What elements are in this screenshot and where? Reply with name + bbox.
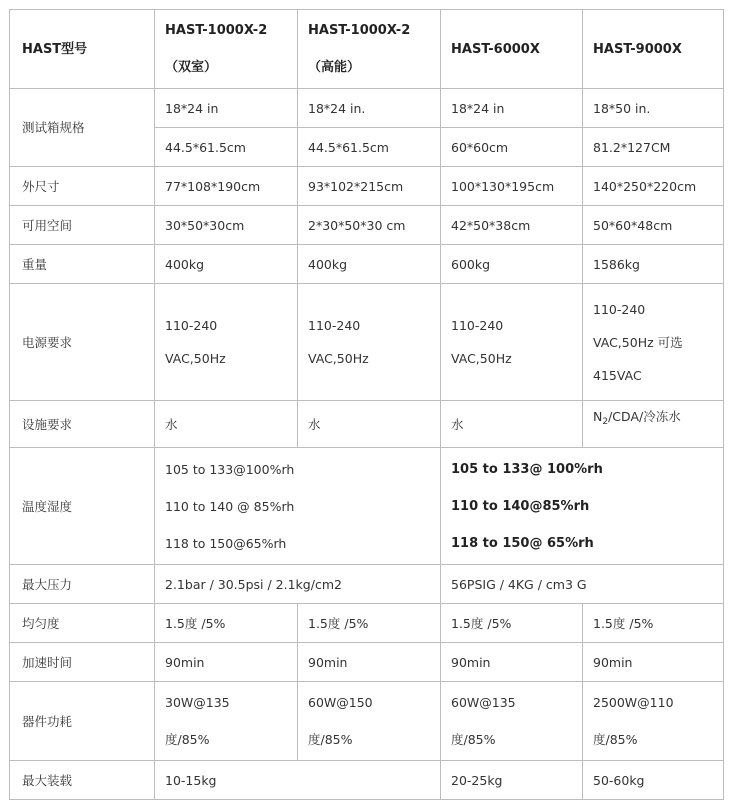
row-label-facility: 设施要求 xyxy=(10,401,155,448)
model-header-6000x: HAST-6000X xyxy=(441,10,583,89)
table-cell: 400kg xyxy=(155,245,298,284)
table-cell: 93*102*215cm xyxy=(298,167,441,206)
cell-line: 度/85% xyxy=(165,732,210,747)
cell-line: 110-240 xyxy=(451,318,504,333)
table-cell: 90min xyxy=(441,643,583,682)
table-cell xyxy=(155,682,298,761)
cell-line: 110-240 xyxy=(308,318,361,333)
model-variant: （双室） xyxy=(165,60,218,75)
cell-line: VAC,50Hz 可选 xyxy=(593,334,683,350)
table-cell: 水 xyxy=(298,401,441,448)
cell-line: 2500W@110 xyxy=(593,695,674,710)
table-cell: 77*108*190cm xyxy=(155,167,298,206)
table-cell: 18*24 in xyxy=(155,89,298,128)
table-cell: 81.2*127CM xyxy=(583,128,724,167)
table-cell xyxy=(298,284,441,401)
table-cell: 50-60kg xyxy=(583,761,724,800)
table-cell: 1.5度 /5% xyxy=(441,604,583,643)
table-cell xyxy=(583,401,724,448)
cell-line: 60W@150 xyxy=(308,695,373,710)
table-cell: 18*24 in. xyxy=(298,89,441,128)
row-label-outer: 外尺寸 xyxy=(10,167,155,206)
row-label-load: 最大装载 xyxy=(10,761,155,800)
cell-line: 度/85% xyxy=(308,732,353,747)
model-label: HAST型号 xyxy=(10,10,155,89)
table-cell: 140*250*220cm xyxy=(583,167,724,206)
row-label-chamber: 测试箱规格 xyxy=(10,89,155,167)
table-cell: 10-15kg xyxy=(155,761,441,800)
cell-line: 度/85% xyxy=(451,732,496,747)
outer-dimensions-row xyxy=(10,167,724,206)
cell-text: /CDA/冷冻水 xyxy=(608,409,681,424)
table-cell: 600kg xyxy=(441,245,583,284)
table-cell: 44.5*61.5cm xyxy=(155,128,298,167)
table-cell: 100*130*195cm xyxy=(441,167,583,206)
model-header-9000x: HAST-9000X xyxy=(583,10,724,89)
table-cell xyxy=(155,284,298,401)
cell-line: 105 to 133@ 100%rh xyxy=(451,461,603,477)
cell-line: 105 to 133@100%rh xyxy=(165,461,295,477)
table-cell: 44.5*61.5cm xyxy=(298,128,441,167)
table-cell xyxy=(155,448,441,565)
table-cell: 90min xyxy=(583,643,724,682)
facility-row xyxy=(10,401,724,448)
table-cell xyxy=(441,448,724,565)
cell-line: 110 to 140@85%rh xyxy=(451,498,590,514)
table-cell: 水 xyxy=(155,401,298,448)
model-variant: （高能） xyxy=(308,60,361,75)
cell-line: 110 to 140 @ 85%rh xyxy=(165,498,295,514)
cell-line: VAC,50Hz xyxy=(451,351,512,366)
cell-line: 110-240 xyxy=(165,318,218,333)
table-cell xyxy=(298,682,441,761)
subscript: 2 xyxy=(602,417,609,427)
table-cell: 20-25kg xyxy=(441,761,583,800)
table-cell: 2*30*50*30 cm xyxy=(298,206,441,245)
dissipation-row xyxy=(10,682,724,761)
table-cell: 1.5度 /5% xyxy=(298,604,441,643)
model-name: HAST-1000X-2 xyxy=(308,23,411,38)
weight-row xyxy=(10,245,724,284)
cell-line: 415VAC xyxy=(593,367,642,383)
row-label-ramp: 加速时间 xyxy=(10,643,155,682)
temp-humidity-row xyxy=(10,448,724,565)
cell-text: N xyxy=(593,409,603,424)
usable-space-row xyxy=(10,206,724,245)
cell-line: VAC,50Hz xyxy=(308,351,369,366)
table-cell xyxy=(583,284,724,401)
row-label-temp: 温度湿度 xyxy=(10,448,155,565)
table-cell: 1.5度 /5% xyxy=(155,604,298,643)
cell-line: VAC,50Hz xyxy=(165,351,226,366)
cell-line: 110-240 xyxy=(593,301,646,317)
model-header-1000x-2-high xyxy=(298,10,441,89)
table-cell: 1586kg xyxy=(583,245,724,284)
row-label-power: 电源要求 xyxy=(10,284,155,401)
row-label-pressure: 最大压力 xyxy=(10,565,155,604)
table-cell: 18*50 in. xyxy=(583,89,724,128)
chamber-row-in xyxy=(10,89,724,128)
table-cell: 2.1bar / 30.5psi / 2.1kg/cm2 xyxy=(155,565,441,604)
pressure-row xyxy=(10,565,724,604)
table-cell: 18*24 in xyxy=(441,89,583,128)
spec-table-container xyxy=(9,9,724,800)
hast-spec-table xyxy=(9,9,724,800)
uniformity-row xyxy=(10,604,724,643)
table-cell: 90min xyxy=(298,643,441,682)
row-label-dissipation: 器件功耗 xyxy=(10,682,155,761)
table-cell: 400kg xyxy=(298,245,441,284)
ramp-time-row xyxy=(10,643,724,682)
table-cell: 30*50*30cm xyxy=(155,206,298,245)
table-cell xyxy=(583,682,724,761)
cell-line: 118 to 150@ 65%rh xyxy=(451,535,594,551)
table-cell: 50*60*48cm xyxy=(583,206,724,245)
power-row xyxy=(10,284,724,401)
table-cell: 水 xyxy=(441,401,583,448)
table-cell: 60*60cm xyxy=(441,128,583,167)
max-load-row xyxy=(10,761,724,800)
row-label-weight: 重量 xyxy=(10,245,155,284)
model-header-1000x-2-dual xyxy=(155,10,298,89)
table-cell: 56PSIG / 4KG / cm3 G xyxy=(441,565,724,604)
row-label-usable: 可用空间 xyxy=(10,206,155,245)
cell-line: 60W@135 xyxy=(451,695,516,710)
header-row xyxy=(10,10,724,89)
table-cell xyxy=(441,682,583,761)
table-cell: 90min xyxy=(155,643,298,682)
cell-line: 118 to 150@65%rh xyxy=(165,535,287,551)
model-name: HAST-1000X-2 xyxy=(165,23,268,38)
table-cell: 1.5度 /5% xyxy=(583,604,724,643)
cell-line: 30W@135 xyxy=(165,695,230,710)
table-cell: 42*50*38cm xyxy=(441,206,583,245)
row-label-uniformity: 均匀度 xyxy=(10,604,155,643)
table-cell xyxy=(441,284,583,401)
cell-line: 度/85% xyxy=(593,732,638,747)
